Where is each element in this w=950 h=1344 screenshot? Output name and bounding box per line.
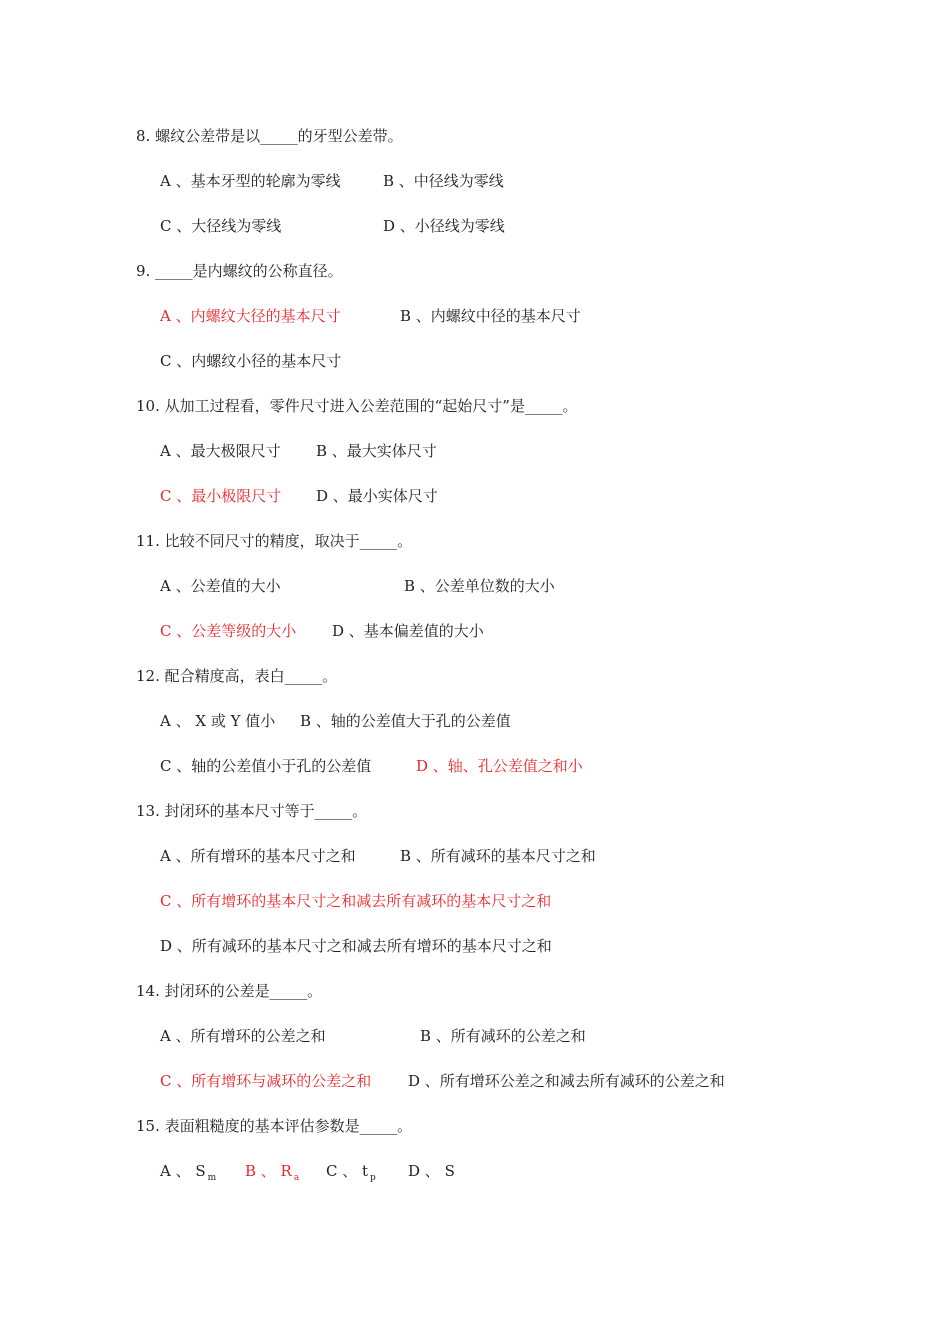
question-10-option-d: D 、最小实体尺寸	[316, 487, 438, 505]
question-15-option-b-answer: B 、 R $_a$	[245, 1162, 300, 1183]
question-11-option-d: D 、基本偏差值的大小	[332, 622, 484, 640]
question-9-option-b: B 、内螺纹中径的基本尺寸	[400, 307, 581, 325]
question-8-option-c: C 、大径线为零线	[160, 217, 282, 235]
question-11-option-b: B 、公差单位数的大小	[404, 577, 555, 595]
question-12-option-a: A 、 X 或 Y 值小	[160, 712, 276, 730]
question-13-stem: 13. 封闭环的基本尺寸等于_____。	[136, 802, 368, 820]
question-8-stem: 8. 螺纹公差带是以_____的牙型公差带。	[136, 127, 403, 145]
question-10-option-c-answer: C 、最小极限尺寸	[160, 487, 282, 505]
question-14-option-a: A 、所有增环的公差之和	[160, 1027, 326, 1045]
question-12-stem: 12. 配合精度高，表白_____。	[136, 667, 338, 685]
question-14-option-b: B 、所有减环的公差之和	[420, 1027, 586, 1045]
question-11-option-a: A 、公差值的大小	[160, 577, 281, 595]
question-13-option-b: B 、所有减环的基本尺寸之和	[400, 847, 596, 865]
question-14-option-d: D 、所有增环公差之和减去所有减环的公差之和	[408, 1072, 725, 1090]
question-14-stem: 14. 封闭环的公差是_____。	[136, 982, 323, 1000]
question-11-option-c-answer: C 、公差等级的大小	[160, 622, 297, 640]
question-8-option-d: D 、小径线为零线	[383, 217, 505, 235]
question-14-option-c-answer: C 、所有增环与减环的公差之和	[160, 1072, 372, 1090]
question-10-option-b: B 、最大实体尺寸	[316, 442, 437, 460]
question-8-option-a: A 、基本牙型的轮廓为零线	[160, 172, 341, 190]
question-15-option-c: C 、 t $_p$	[326, 1162, 376, 1183]
question-9-option-c: C 、内螺纹小径的基本尺寸	[160, 352, 342, 370]
question-12-option-b: B 、轴的公差值大于孔的公差值	[300, 712, 511, 730]
question-15-stem: 15. 表面粗糙度的基本评估参数是_____。	[136, 1117, 413, 1135]
question-15-option-a: A 、 S $_m$	[160, 1162, 217, 1183]
question-10-option-a: A 、最大极限尺寸	[160, 442, 281, 460]
question-13-option-c-answer: C 、所有增环的基本尺寸之和减去所有减环的基本尺寸之和	[160, 892, 552, 910]
question-11-stem: 11. 比较不同尺寸的精度，取决于_____。	[136, 532, 413, 550]
question-9-option-a-answer: A 、内螺纹大径的基本尺寸	[160, 307, 341, 325]
question-15-option-d: D 、 S	[408, 1162, 455, 1180]
question-13-option-a: A 、所有增环的基本尺寸之和	[160, 847, 356, 865]
question-9-stem: 9. _____是内螺纹的公称直径。	[136, 262, 343, 280]
question-12-option-d-answer: D 、轴、孔公差值之和小	[416, 757, 583, 775]
question-12-option-c: C 、轴的公差值小于孔的公差值	[160, 757, 372, 775]
question-13-option-d: D 、所有减环的基本尺寸之和减去所有增环的基本尺寸之和	[160, 937, 552, 955]
question-8-option-b: B 、中径线为零线	[383, 172, 504, 190]
question-10-stem: 10. 从加工过程看，零件尺寸进入公差范围的“起始尺寸”是_____。	[136, 397, 578, 415]
